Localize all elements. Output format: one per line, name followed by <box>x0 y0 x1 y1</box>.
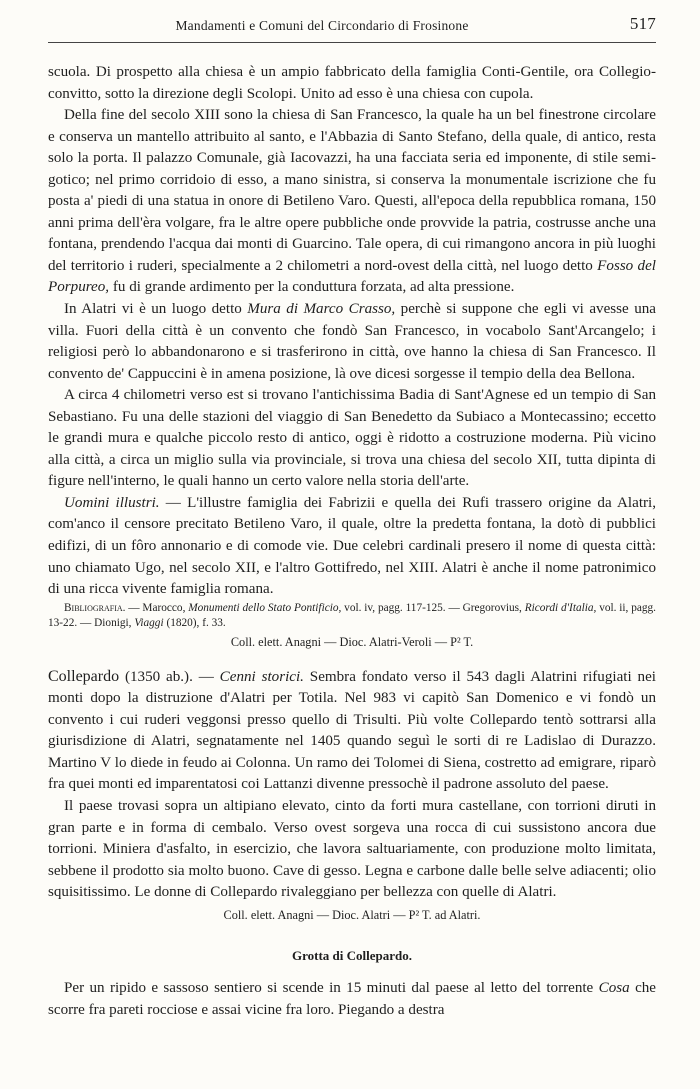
running-header <box>48 14 656 40</box>
header-title: Mandamenti e Comuni del Circondario di Frosinone <box>175 18 469 33</box>
section-label-italic: Uomini illustri. <box>64 494 160 511</box>
electoral-college-collepardo: Coll. elett. Anagni — Dioc. Alatri — P² T. ad Alatri. <box>223 907 481 922</box>
section-heading-grotta: Grotta di Collepardo. <box>291 947 412 963</box>
header-rule <box>48 42 656 43</box>
paragraph-alatri-1: scuola. Di prospetto alla chiesa è un ampio fabbricato della famiglia Conti-Gentile, ora Collegio-convitto, sotto la direzione degli Scolopi. Unito ad esso è una chiesa con cupola. <box>48 64 656 102</box>
bibliography: Bibliografia. — Marocco, Monumenti dello Stato Pontificio, vol. iv, pagg. 117-125. — Gregorovius, Ricordi d'Italia, vol. ii, pagg. 13-22. — Dionigi, Viaggi (1820), f. 33. <box>48 601 656 629</box>
place-name-italic: Fosso del Porpureo, <box>48 257 656 296</box>
bibliography-label: Bibliografia. <box>64 601 126 614</box>
page-body <box>48 62 656 1021</box>
paragraph-collepardo-2: Il paese trovasi sopra un altipiano elevato, cinto da forti mura castellane, con torrioni diruti in gran parte e in forma di cembalo. Verso ovest sorgeva una rocca di cui sussistono ancora due torrioni. Miniera d'asfalto, in esercizio, che lavora saltuariamente, con produzione molto limitata, sebbene il prodotto sia molto buono. Cave di gesso. Legna e carbone dalle belle selve adiacenti; olio squisitissimo. Le donne di Collepardo rivaleggiano per bellezza con quelle di Alatri. <box>48 797 656 901</box>
electoral-college-alatri: Coll. elett. Anagni — Dioc. Alatri-Veroli — P² T. <box>230 634 474 649</box>
paragraph-collepardo-1: Collepardo (1350 ab.). — Cenni storici. Sembra fondato verso il 543 dagli Alatrini rifugiati nei monti dopo la distruzione d'Alatri per Totila. Nel 983 vi capitò San Domenico e vi fondò un convento i cui ruderi veggonsi presso quello di Trisulti. Più volte Collepardo tentò sottrarsi alla giurisdizione di Alatri, segnatamente nel 1405 quando seguì le sorti di re Ladislao di Durazzo. Martino V lo diede in feudo ai Colonna. Un ramo dei Tolomei di Siena, costretto ad emigrare, riparò fra quei monti ed imparentatosi coi Lattanzi divenne pressochè il padrone assoluto del paese. <box>48 667 656 793</box>
river-name-italic: Cosa <box>598 980 630 997</box>
paragraph-alatri-4: A circa 4 chilometri verso est si trovano l'antichissima Badia di Sant'Agnese ed un tempio di San Sebastiano. Fu una delle stazioni del viaggio di San Benedetto da Subiaco a Montecassino; eccetto le grandi mura e qualche piccolo resto di antico, oggi è ridotto a costruzione moderna. Più vicino alla città, a circa un miglio sulla via provinciale, si trova una chiesa del secolo XII, tutta dipinta di figure nell'interno, le quali hanno un certo valore nella storia dell'arte. <box>48 387 656 490</box>
place-name-italic: Mura di Marco Crasso, <box>247 301 396 318</box>
entry-name: Collepardo <box>48 667 120 685</box>
section-label-italic: Cenni storici. <box>219 668 304 685</box>
section-gap <box>48 650 656 666</box>
page-number: 517 <box>629 14 656 33</box>
paragraph-alatri-2: Della fine del secolo XIII sono la chiesa di San Francesco, la quale ha un bel finestrone circolare e conserva un mantello attribuito al santo, e l'Abbazia di Santo Stefano, della quale, di antico, resta solo la porta. Il palazzo Comunale, già Iacovazzi, ha una facciata seria ed imponente, di stile semi-gotico; nel primo corridoio di esso, a mano sinistra, si conserva la monumentale iscrizione che fu posta a' piedi di una statua in onore di Betileno Varo. Questi, all'epoca della repubblica romana, 150 anni prima dell'èra volgare, fra le altre opere pubbliche onde provvide la patria, costrusse anche una fontana, prendendo l'acqua dai monti di Guarcino. Tale opera, di cui rimangono ancora in più luoghi del territorio i ruderi, specialmente a 2 chilometri a nord-ovest della città, nel luogo detto Fosso del Porpureo, fu di grande ardimento per la conduttura forzata, ad alta pressione. <box>48 107 656 296</box>
paragraph-uomini-illustri: Uomini illustri. — L'illustre famiglia dei Fabrizii e quella dei Rufi trassero origine da Alatri, com'anco il censore precitato Betileno Varo, il quale, oltre la predetta fontana, la dotò di pubblici edifizi, di un fôro annonario e di comode vie. Due celebri cardinali presero il nome di questa città: uno chiamato Ugo, nel secolo XII, e l'altro Gottifredo, nel XIII. Alatri è anche il nome patronimico di una ricca vivente famiglia romana. <box>48 494 657 598</box>
paragraph-alatri-3: In Alatri vi è un luogo detto Mura di Marco Crasso, perchè si suppone che egli vi avesse una villa. Fuori della città è un convento che fondò San Francesco, in vocabolo Sant'Arcangelo; i religiosi però lo abbandonarono e si trasferirono in città, ove hanno la chiesa di San Francesco. Il convento de' Cappuccini è in amena posizione, là ove dicesi sorgesse il tempio della dea Bellona. <box>48 301 656 382</box>
paragraph-grotta-1: Per un ripido e sassoso sentiero si scende in 15 minuti dal paese al letto del torrente Cosa che scorre fra pareti rocciose e assai vicine fra loro. Piegando a destra <box>48 980 657 1018</box>
